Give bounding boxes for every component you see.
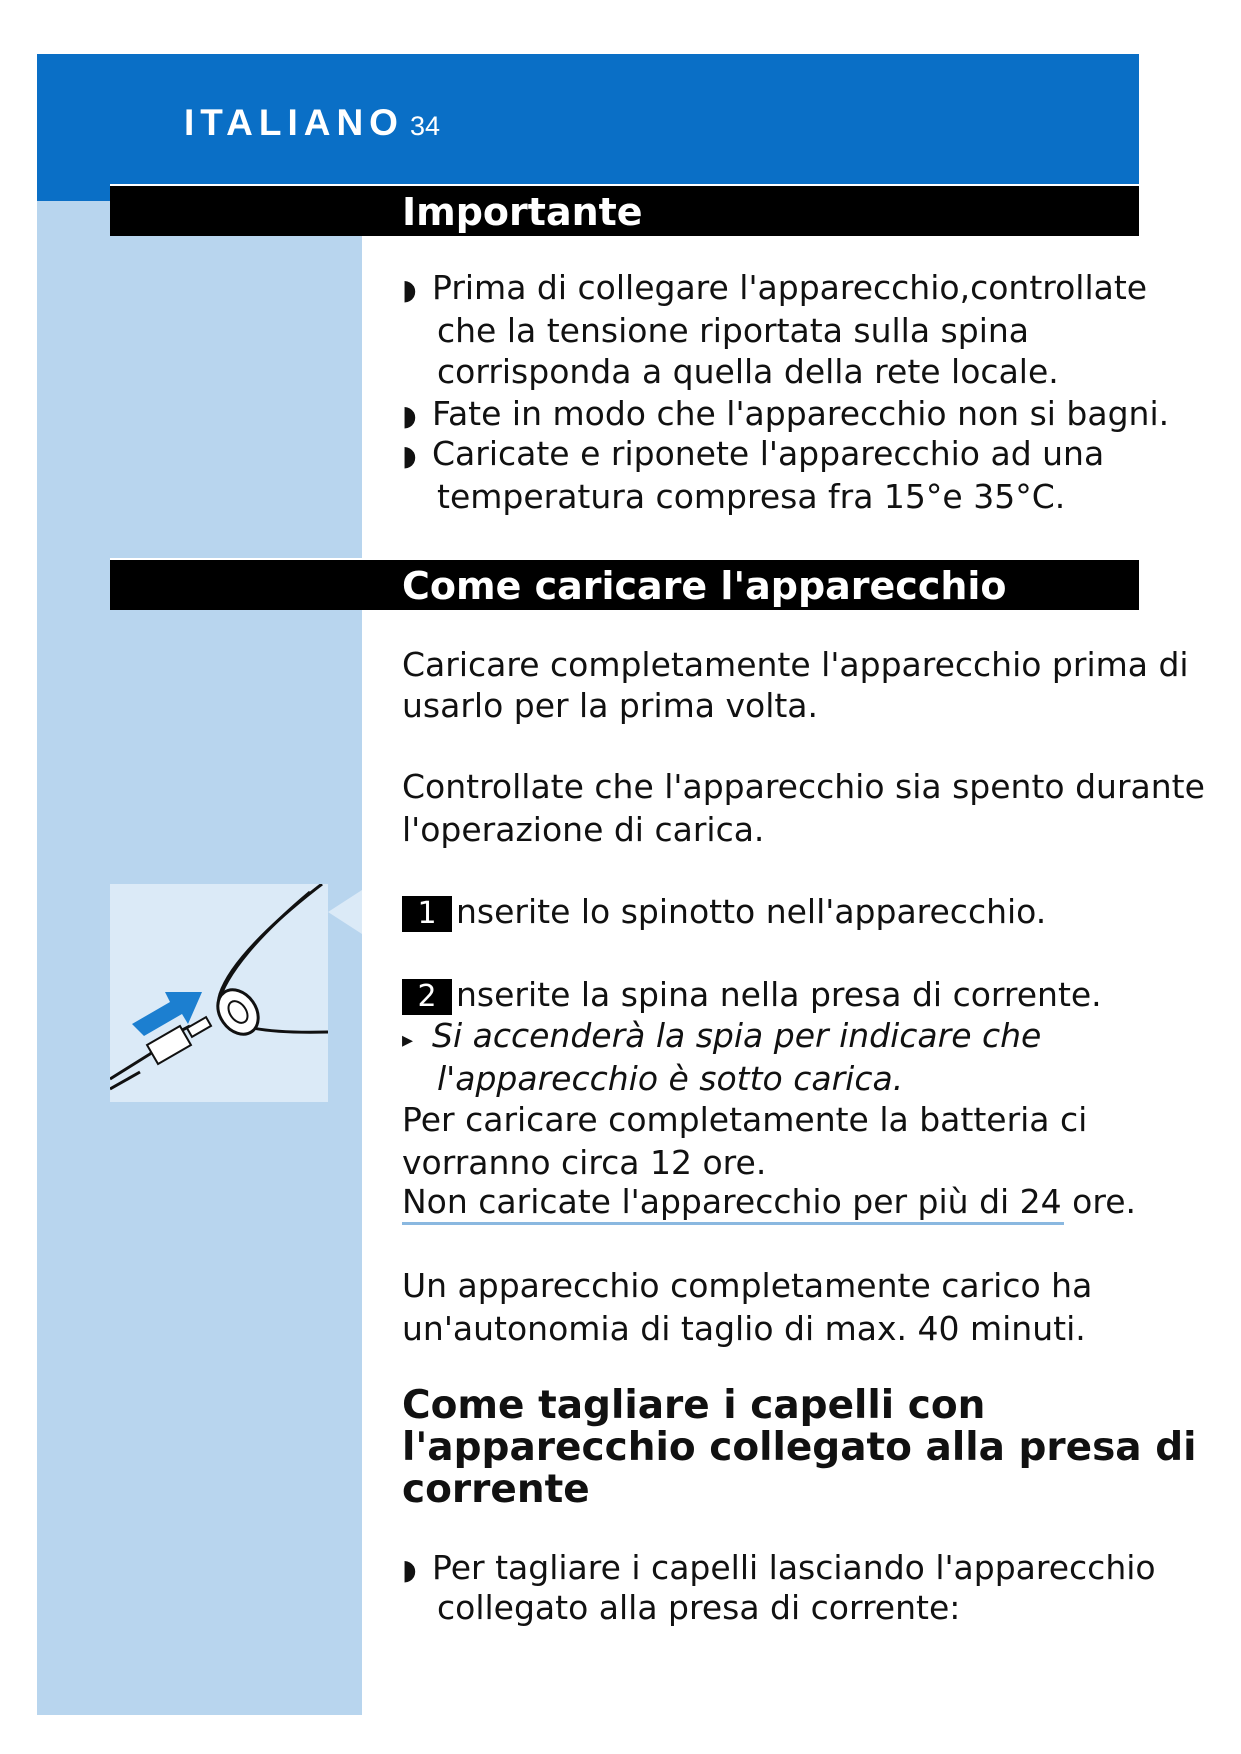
bullet-item	[402, 394, 1169, 433]
paragraph-line: Controllate che l'apparecchio sia spento durante	[402, 767, 1205, 806]
step-number: 1	[402, 896, 452, 932]
paragraph-line: Caricare completamente l'apparecchio prima di	[402, 645, 1189, 684]
bullet-continuation: collegato alla presa di corrente:	[437, 1588, 961, 1627]
bullet-continuation: temperatura compresa fra 15°e 35°C.	[437, 477, 1066, 516]
paragraph-line: usarlo per la prima volta.	[402, 686, 819, 725]
divider	[402, 1222, 1064, 1225]
language-title: ITALIANO	[184, 102, 404, 143]
plug-illustration	[110, 884, 328, 1102]
section-bar-importante	[110, 184, 1139, 236]
heading-line: l'apparecchio collegato alla presa di	[402, 1425, 1197, 1470]
step-text: nserite la spina nella presa di corrente.	[456, 975, 1102, 1014]
bullet-icon: ◗	[402, 399, 417, 432]
step-number: 2	[402, 979, 452, 1015]
bullet-continuation: corrisponda a quella della rete locale.	[437, 352, 1059, 391]
bullet-icon: ◗	[402, 439, 417, 472]
section-heading: Come caricare l'apparecchio	[402, 564, 1007, 608]
paragraph-line: vorranno circa 12 ore.	[402, 1143, 767, 1182]
paragraph-line: Un apparecchio completamente carico ha	[402, 1266, 1093, 1305]
bullet-icon: ◗	[402, 273, 417, 306]
section-heading: Importante	[402, 190, 643, 234]
bullet-text: Fate in modo che l'apparecchio non si bagni.	[432, 394, 1170, 433]
bullet-item	[402, 434, 1104, 473]
bullet-icon: ◗	[402, 1553, 417, 1586]
plug-icon	[110, 884, 328, 1102]
bullet-item	[402, 1548, 1156, 1587]
bullet-item	[402, 268, 1147, 307]
heading-line: corrente	[402, 1467, 590, 1512]
bullet-text: Prima di collegare l'apparecchio,controllate	[432, 268, 1148, 307]
bullet-text: Per tagliare i capelli lasciando l'apparecchio	[432, 1548, 1156, 1587]
step-text: nserite lo spinotto nell'apparecchio.	[456, 892, 1047, 931]
section-bar-caricare	[110, 558, 1139, 610]
page-number: 34	[410, 111, 441, 141]
paragraph-line: l'operazione di carica.	[402, 810, 765, 849]
bullet-continuation: che la tensione riportata sulla spina	[437, 311, 1030, 350]
paragraph-line: Non caricate l'apparecchio per più di 24 ore.	[402, 1182, 1136, 1221]
result-continuation: l'apparecchio è sotto carica.	[437, 1059, 904, 1098]
result-arrow-icon: ▸	[402, 1028, 414, 1053]
step-2	[402, 975, 1102, 1015]
bullet-text: Caricate e riponete l'apparecchio ad una	[432, 434, 1105, 473]
callout-pointer	[328, 890, 362, 934]
subsection-heading	[402, 1385, 1197, 1511]
paragraph-line: Per caricare completamente la batteria ci	[402, 1100, 1088, 1139]
result-text: Si accenderà la spia per indicare che	[432, 1016, 1042, 1055]
heading-line: Come tagliare i capelli con	[402, 1383, 986, 1428]
result-line	[402, 1016, 1041, 1055]
paragraph-line: un'autonomia di taglio di max. 40 minuti.	[402, 1309, 1086, 1348]
step-1	[402, 892, 1046, 932]
